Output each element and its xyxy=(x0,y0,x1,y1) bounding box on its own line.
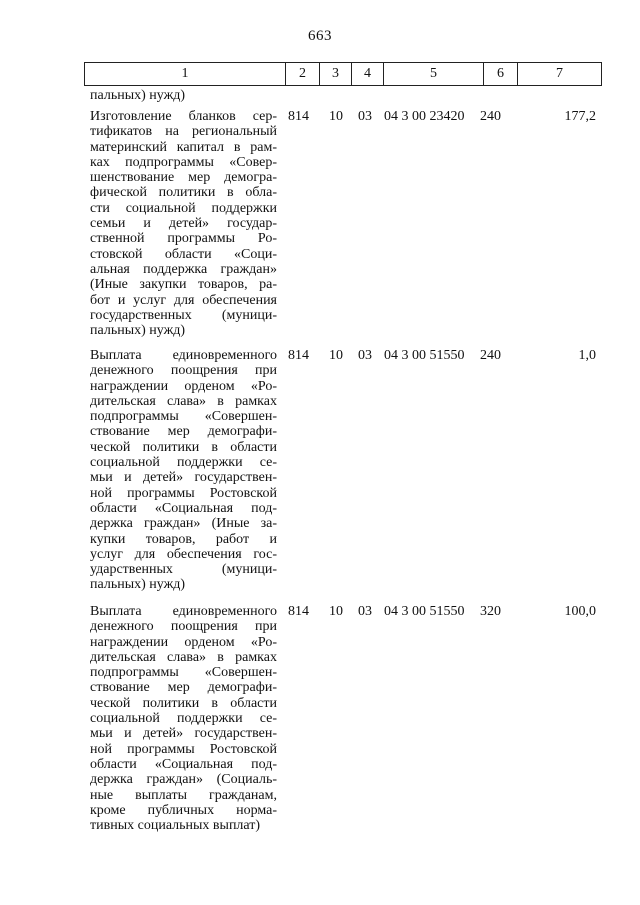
description-line: материнский капитал в рам- xyxy=(90,139,277,155)
description-line: держка граждан» (Иные за- xyxy=(90,516,277,532)
section-code: 10 xyxy=(329,604,343,619)
section-code: 10 xyxy=(329,109,343,124)
expense-type-code: 320 xyxy=(480,604,501,619)
description-line: дительская слава» в рамках xyxy=(90,649,277,665)
description-line: награждении орденом «Ро- xyxy=(90,634,277,650)
continuation-text: пальных) нужд) xyxy=(90,88,186,103)
description-line: социальной поддержки се- xyxy=(90,711,277,727)
row-description xyxy=(90,348,277,593)
description-line: ствование мер демографи- xyxy=(90,424,277,440)
ministry-code: 814 xyxy=(288,109,309,124)
description-line: пальных) нужд) xyxy=(90,577,186,593)
subsection-code: 03 xyxy=(358,604,372,619)
description-line: ках подпрограммы «Совер- xyxy=(90,154,277,170)
description-line: тификатов на региональный xyxy=(90,124,277,140)
description-line: подпрограммы «Совершен- xyxy=(90,409,277,425)
header-col-4: 4 xyxy=(351,63,383,85)
description-line: награждении орденом «Ро- xyxy=(90,378,277,394)
description-line: Изготовление бланков сер- xyxy=(90,109,277,124)
description-line: области «Социальная под- xyxy=(90,756,277,772)
description-line: дительская слава» в рамках xyxy=(90,393,277,409)
expense-type-code: 240 xyxy=(480,109,501,124)
amount-value: 177,2 xyxy=(564,109,596,124)
description-line: сти социальной поддержки xyxy=(90,200,277,216)
row-description xyxy=(90,604,277,833)
description-line: подпрограммы «Совершен- xyxy=(90,665,277,681)
description-line: ческой политики в области xyxy=(90,695,277,711)
description-line: купки товаров, работ и xyxy=(90,531,277,547)
description-line: Выплата единовременного xyxy=(90,604,277,619)
header-col-6: 6 xyxy=(483,63,517,85)
header-col-3: 3 xyxy=(319,63,351,85)
description-line: стовской области «Соци- xyxy=(90,246,277,262)
page-number: 663 xyxy=(308,28,332,44)
section-code: 10 xyxy=(329,348,343,363)
description-line: ные выплаты гражданам, xyxy=(90,787,277,803)
table-header-row xyxy=(84,62,602,86)
description-line: пальных) нужд) xyxy=(90,323,186,339)
ministry-code: 814 xyxy=(288,604,309,619)
ministry-code: 814 xyxy=(288,348,309,363)
description-line: ствование мер демографи- xyxy=(90,680,277,696)
description-line: мьи и детей» государствен- xyxy=(90,470,277,486)
subsection-code: 03 xyxy=(358,109,372,124)
description-line: государственных (муници- xyxy=(90,307,277,323)
description-line: услуг для обеспечения гос- xyxy=(90,546,277,562)
target-article-code: 04 3 00 51550 xyxy=(384,348,465,363)
description-line: области «Социальная под- xyxy=(90,500,277,516)
amount-value: 100,0 xyxy=(564,604,596,619)
header-col-2: 2 xyxy=(285,63,319,85)
description-line: денежного поощрения при xyxy=(90,619,277,635)
description-line: фической политики в обла- xyxy=(90,185,277,201)
description-line: денежного поощрения при xyxy=(90,363,277,379)
description-line: ственной программы Ро- xyxy=(90,231,277,247)
amount-value: 1,0 xyxy=(578,348,596,363)
description-line: ной программы Ростовской xyxy=(90,741,277,757)
subsection-code: 03 xyxy=(358,348,372,363)
description-line: социальной поддержки се- xyxy=(90,455,277,471)
description-line: ной программы Ростовской xyxy=(90,485,277,501)
description-line: бот и услуг для обеспечения xyxy=(90,292,277,308)
target-article-code: 04 3 00 51550 xyxy=(384,604,465,619)
description-line: тивных социальных выплат) xyxy=(90,818,261,834)
description-line: шенствование мер демогра- xyxy=(90,170,277,186)
description-line: мьи и детей» государствен- xyxy=(90,726,277,742)
description-line: кроме публичных норма- xyxy=(90,802,277,818)
target-article-code: 04 3 00 23420 xyxy=(384,109,465,124)
description-line: ударственных (муници- xyxy=(90,562,277,578)
description-line: альная поддержка граждан» xyxy=(90,261,277,277)
header-col-7: 7 xyxy=(517,63,601,85)
description-line: семьи и детей» государ- xyxy=(90,216,277,232)
header-col-1: 1 xyxy=(181,66,189,81)
header-col-5: 5 xyxy=(383,63,483,85)
description-line: Выплата единовременного xyxy=(90,348,277,363)
description-line: ческой политики в области xyxy=(90,439,277,455)
description-line: (Иные закупки товаров, ра- xyxy=(90,277,277,293)
expense-type-code: 240 xyxy=(480,348,501,363)
description-line: держка граждан» (Социаль- xyxy=(90,772,277,788)
row-description xyxy=(90,109,277,338)
